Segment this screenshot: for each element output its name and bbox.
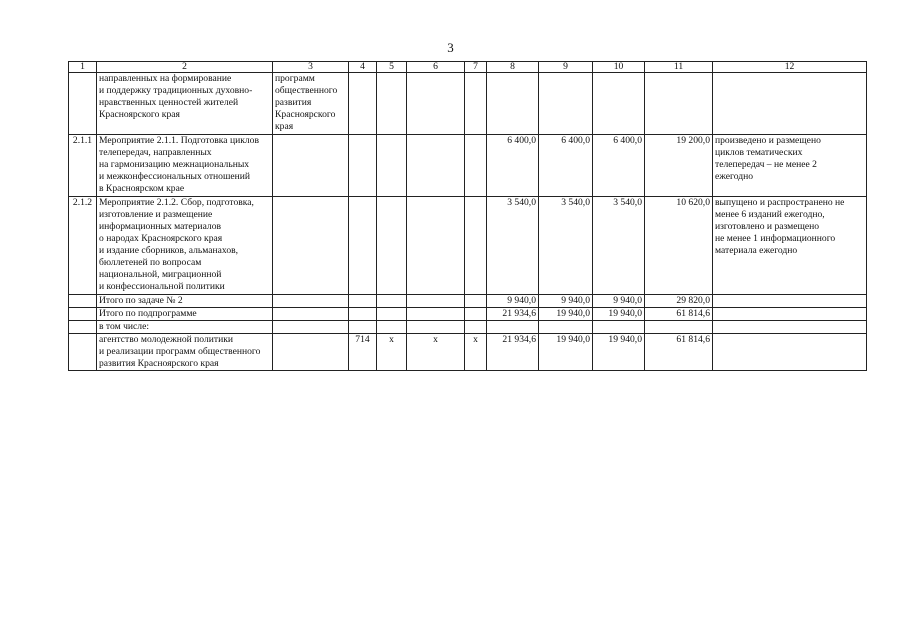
row-year2 (539, 321, 593, 334)
row-year2: 19 940,0 (539, 334, 593, 371)
row-code (69, 295, 97, 308)
row-administrator (273, 308, 349, 321)
row-grbs (349, 197, 377, 295)
row-csr (407, 308, 465, 321)
column-header: 3 (273, 62, 349, 73)
column-header: 1 (69, 62, 97, 73)
table-row (69, 295, 867, 308)
page-number: 3 (447, 40, 454, 55)
row-total: 61 814,6 (645, 334, 713, 371)
row-csr (407, 295, 465, 308)
row-year2: 3 540,0 (539, 197, 593, 295)
row-administrator (273, 321, 349, 334)
row-vr: х (465, 334, 487, 371)
row-code: 2.1.1 (69, 135, 97, 197)
row-code (69, 308, 97, 321)
table-row (69, 197, 867, 295)
row-year3 (593, 321, 645, 334)
row-vr (465, 135, 487, 197)
row-result: произведено и размещено циклов тематических телепередач – не менее 2 ежегодно (713, 135, 867, 197)
column-header: 12 (713, 62, 867, 73)
row-csr (407, 197, 465, 295)
row-vr (465, 321, 487, 334)
column-header: 6 (407, 62, 465, 73)
row-csr (407, 73, 465, 135)
row-csr (407, 135, 465, 197)
row-name: Итого по подпрограмме (97, 308, 273, 321)
row-rzpr (377, 135, 407, 197)
row-result (713, 73, 867, 135)
row-administrator (273, 197, 349, 295)
row-year2: 9 940,0 (539, 295, 593, 308)
row-rzpr: х (377, 334, 407, 371)
row-result (713, 334, 867, 371)
column-header: 10 (593, 62, 645, 73)
row-total (645, 73, 713, 135)
row-rzpr (377, 308, 407, 321)
table-row (69, 308, 867, 321)
row-year1 (487, 73, 539, 135)
table-row (69, 334, 867, 371)
row-name: Мероприятие 2.1.1. Подготовка циклов телепередач, направленных на гармонизацию межнациональных и межконфессиональных отношений в Красноярском крае (97, 135, 273, 197)
row-year1: 6 400,0 (487, 135, 539, 197)
row-code: 2.1.2 (69, 197, 97, 295)
row-result (713, 321, 867, 334)
row-vr (465, 73, 487, 135)
row-administrator: программ общественного развития Красноярского края (273, 73, 349, 135)
row-year1: 21 934,6 (487, 308, 539, 321)
column-header: 11 (645, 62, 713, 73)
row-total: 29 820,0 (645, 295, 713, 308)
row-year1: 9 940,0 (487, 295, 539, 308)
row-administrator (273, 334, 349, 371)
row-vr (465, 197, 487, 295)
row-year3: 19 940,0 (593, 334, 645, 371)
row-name: направленных на формирование и поддержку традиционных духовно- нравственных ценностей жителей Красноярского края (97, 73, 273, 135)
table-row (69, 321, 867, 334)
row-code (69, 321, 97, 334)
row-total: 10 620,0 (645, 197, 713, 295)
row-rzpr (377, 321, 407, 334)
row-grbs (349, 135, 377, 197)
row-code (69, 334, 97, 371)
row-rzpr (377, 295, 407, 308)
row-year1 (487, 321, 539, 334)
row-vr (465, 295, 487, 308)
row-name: Мероприятие 2.1.2. Сбор, подготовка, изготовление и размещение информационных материалов о народах Красноярского края и издание сборников, альманахов, бюллетеней по вопросам национальной, миграционной и конфессиональной политики (97, 197, 273, 295)
row-code (69, 73, 97, 135)
row-csr: х (407, 334, 465, 371)
row-grbs (349, 73, 377, 135)
row-rzpr (377, 73, 407, 135)
row-year2 (539, 73, 593, 135)
row-total: 19 200,0 (645, 135, 713, 197)
row-result (713, 295, 867, 308)
row-name: агентство молодежной политики и реализации программ общественного развития Красноярского края (97, 334, 273, 371)
column-header: 4 (349, 62, 377, 73)
column-header: 5 (377, 62, 407, 73)
row-rzpr (377, 197, 407, 295)
row-result: выпущено и распространено не менее 6 изданий ежегодно, изготовлено и размещено не менее 1 информационного материала ежегодно (713, 197, 867, 295)
row-grbs (349, 308, 377, 321)
row-year2: 19 940,0 (539, 308, 593, 321)
row-grbs (349, 321, 377, 334)
table-row (69, 73, 867, 135)
column-header: 2 (97, 62, 273, 73)
row-grbs (349, 295, 377, 308)
table-row (69, 135, 867, 197)
row-year3: 3 540,0 (593, 197, 645, 295)
column-header: 9 (539, 62, 593, 73)
column-header: 7 (465, 62, 487, 73)
row-administrator (273, 295, 349, 308)
row-vr (465, 308, 487, 321)
row-total: 61 814,6 (645, 308, 713, 321)
row-csr (407, 321, 465, 334)
row-name: Итого по задаче № 2 (97, 295, 273, 308)
row-total (645, 321, 713, 334)
row-result (713, 308, 867, 321)
row-year1: 3 540,0 (487, 197, 539, 295)
row-year3: 9 940,0 (593, 295, 645, 308)
column-number-row (69, 62, 867, 73)
row-year3: 19 940,0 (593, 308, 645, 321)
column-header: 8 (487, 62, 539, 73)
row-year3: 6 400,0 (593, 135, 645, 197)
row-administrator (273, 135, 349, 197)
row-year2: 6 400,0 (539, 135, 593, 197)
row-grbs: 714 (349, 334, 377, 371)
row-name: в том числе: (97, 321, 273, 334)
row-year1: 21 934,6 (487, 334, 539, 371)
budget-table (68, 61, 867, 371)
row-year3 (593, 73, 645, 135)
